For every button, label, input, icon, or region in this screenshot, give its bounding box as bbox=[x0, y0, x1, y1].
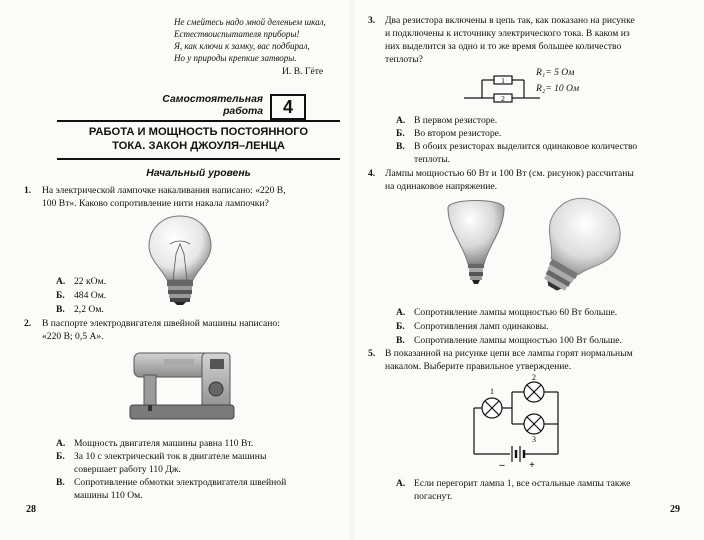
option-letter: А. bbox=[396, 478, 406, 489]
question-line: В паспорте электродвигателя швейной машины написано: bbox=[42, 318, 280, 329]
lamp-1-label: 1 bbox=[490, 387, 494, 396]
option-letter: В. bbox=[56, 304, 65, 315]
question-line: Два резистора включены в цепь так, как показано на рисунке bbox=[385, 15, 635, 26]
r1-label: 1 bbox=[501, 76, 505, 85]
lamp-2-label: 2 bbox=[532, 374, 536, 382]
page-number-left: 28 bbox=[26, 504, 36, 515]
option-letter: В. bbox=[396, 335, 405, 346]
section-title bbox=[57, 125, 340, 153]
option-text: совершает работу 110 Дж. bbox=[74, 464, 181, 475]
option-text: В первом резисторе. bbox=[414, 115, 498, 126]
question-line: них выделится за одно и то же время большее количество bbox=[385, 41, 622, 52]
epigraph-author: И. В. Гёте bbox=[282, 66, 324, 77]
r2-value: R₂= 10 Ом bbox=[536, 83, 580, 94]
option-letter: Б. bbox=[56, 451, 65, 462]
question-line: накалом. Выберите правильное утверждение. bbox=[385, 361, 572, 372]
option bbox=[56, 450, 346, 476]
option-text: 22 кОм. bbox=[74, 276, 107, 287]
option-letter: В. bbox=[396, 141, 405, 152]
option bbox=[56, 476, 346, 502]
question-number: 2. bbox=[24, 318, 32, 329]
epigraph-line: Естествоиспытателя приборы! bbox=[174, 29, 300, 39]
option-letter: Б. bbox=[56, 290, 65, 301]
option-letter: Б. bbox=[396, 321, 405, 332]
option bbox=[396, 306, 692, 319]
lamp-3-label: 3 bbox=[532, 435, 536, 444]
option-text: Сопротивление лампы мощностью 60 Вт больше. bbox=[414, 307, 618, 318]
option-letter: А. bbox=[56, 276, 66, 287]
option-text: За 10 с электрический ток в двигателе машины bbox=[74, 451, 267, 462]
page-number-right: 29 bbox=[670, 504, 680, 515]
epigraph-line: Не смейтесь надо мной деленьем шкал, bbox=[174, 17, 326, 27]
q2-options bbox=[56, 437, 346, 502]
minus-sign: – bbox=[499, 460, 505, 470]
question-number: 1. bbox=[24, 185, 32, 196]
plus-sign: + bbox=[529, 460, 535, 470]
question-line: В показанной на рисунке цепи все лампы горят нормальным bbox=[385, 348, 633, 359]
resistor-circuit-diagram bbox=[462, 70, 542, 106]
work-label-line: работа bbox=[223, 106, 263, 117]
option-text: Сопротивление обмотки электродвигателя швейной bbox=[74, 477, 287, 488]
question-2 bbox=[24, 317, 344, 343]
question-5 bbox=[368, 347, 694, 373]
option bbox=[56, 289, 106, 302]
option bbox=[56, 303, 106, 316]
option-text: В обоих резисторах выделится одинаковое количество bbox=[414, 141, 638, 152]
question-line: 100 Вт». Каково сопротивление нити накала лампочки? bbox=[42, 198, 269, 209]
question-line: «220 В; 0,5 А». bbox=[42, 331, 104, 342]
option bbox=[396, 127, 692, 140]
question-line: Лампы мощностью 60 Вт и 100 Вт (см. рисунок) рассчитаны bbox=[385, 168, 634, 179]
option-text: погаснут. bbox=[414, 491, 453, 502]
option-text: 484 Ом. bbox=[74, 290, 107, 301]
title-rule-bottom bbox=[57, 158, 340, 160]
section-title-line: ТОКА. ЗАКОН ДЖОУЛЯ–ЛЕНЦА bbox=[112, 140, 285, 152]
option-letter: А. bbox=[56, 438, 66, 449]
light-bulb-image bbox=[145, 214, 215, 306]
question-number: 3. bbox=[368, 15, 376, 26]
option-letter: В. bbox=[56, 477, 65, 488]
option bbox=[56, 275, 106, 288]
right-page bbox=[352, 0, 704, 540]
epigraph-line: Но у природы крепкие затворы. bbox=[174, 53, 297, 63]
option-text: Если перегорит лампа 1, все остальные лампы также bbox=[414, 478, 631, 489]
option-text: 2,2 Ом. bbox=[74, 304, 104, 315]
option-text: Сопротивления ламп одинаковы. bbox=[414, 321, 549, 332]
work-number-badge: 4 bbox=[270, 94, 306, 120]
q3-options bbox=[396, 114, 692, 166]
option-text: машины 110 Ом. bbox=[74, 490, 143, 501]
level-heading: Начальный уровень bbox=[146, 168, 251, 179]
option-letter: А. bbox=[396, 115, 406, 126]
option bbox=[56, 437, 346, 450]
q4-options bbox=[396, 306, 692, 347]
two-lamps-image bbox=[438, 194, 638, 300]
option bbox=[396, 114, 692, 127]
option bbox=[396, 140, 692, 166]
option-text: Сопротивление лампы мощностью 100 Вт больше. bbox=[414, 335, 622, 346]
question-line: на одинаковое напряжение. bbox=[385, 181, 498, 192]
work-label-line: Самостоятельная bbox=[162, 94, 263, 105]
question-4 bbox=[368, 167, 694, 193]
question-line: и подключены к источнику электрического тока. В каком из bbox=[385, 28, 630, 39]
question-3 bbox=[368, 14, 694, 66]
r2-label: 2 bbox=[501, 94, 505, 103]
question-line: На электрической лампочке накаливания написано: «220 В, bbox=[42, 185, 286, 196]
epigraph bbox=[174, 16, 326, 64]
question-line: теплоты? bbox=[385, 54, 423, 65]
option-text: Во втором резисторе. bbox=[414, 128, 502, 139]
lamp-circuit-diagram bbox=[472, 374, 582, 470]
question-number: 5. bbox=[368, 348, 376, 359]
q1-options bbox=[56, 275, 106, 316]
section-title-line: РАБОТА И МОЩНОСТЬ ПОСТОЯННОГО bbox=[88, 126, 309, 138]
question-number: 4. bbox=[368, 168, 376, 179]
option-letter: Б. bbox=[396, 128, 405, 139]
option bbox=[396, 334, 692, 347]
work-label bbox=[120, 94, 263, 118]
option-text: теплоты. bbox=[414, 154, 451, 165]
epigraph-line: Я, как ключи к замку, вас подбирал, bbox=[174, 41, 310, 51]
option-text: Мощность двигателя машины равна 110 Вт. bbox=[74, 438, 254, 449]
option-letter: А. bbox=[396, 307, 406, 318]
option bbox=[396, 477, 692, 503]
q5-options bbox=[396, 477, 692, 503]
title-rule-top bbox=[57, 120, 340, 122]
r1-value: R₁= 5 Ом bbox=[536, 67, 575, 78]
option bbox=[396, 320, 692, 333]
question-1 bbox=[24, 184, 344, 210]
sewing-machine-image bbox=[128, 345, 236, 427]
